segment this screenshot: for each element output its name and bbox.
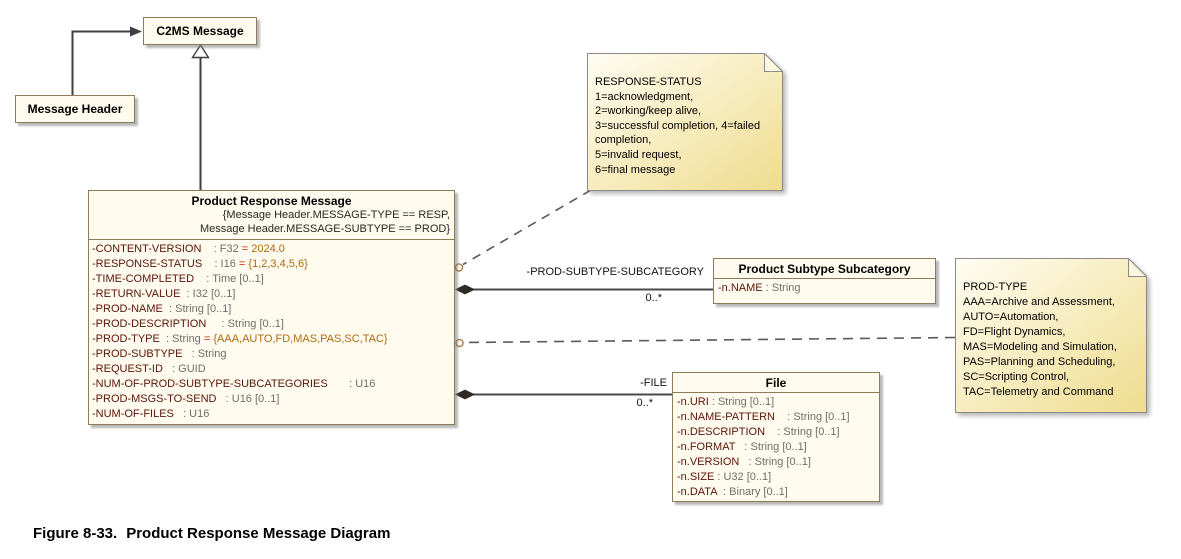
attribute-row: -NUM-OF-PROD-SUBTYPE-SUBCATEGORIES : U16 xyxy=(92,378,376,390)
attribute-row: -TIME-COMPLETED : Time [0..1] xyxy=(92,273,264,285)
figure-number: Figure 8-33. xyxy=(33,525,118,542)
note-line: TAC=Telemetry and Command xyxy=(963,386,1114,398)
attribute-row: -n.FORMAT : String [0..1] xyxy=(677,441,807,453)
edge-multiplicity-file: 0..* xyxy=(636,397,653,409)
note-line: AAA=Archive and Assessment, xyxy=(963,296,1115,308)
class-header xyxy=(89,191,454,240)
class-header xyxy=(714,259,935,279)
note-text xyxy=(587,53,766,177)
note-line: AUTO=Automation, xyxy=(963,311,1059,323)
attribute-row: -n.NAME-PATTERN : String [0..1] xyxy=(677,411,850,423)
note-line: 3=successful completion, 4=failed xyxy=(595,119,761,132)
class-constraint: Message Header.MESSAGE-SUBTYPE == PROD} xyxy=(199,223,450,235)
note-line: SC=Scripting Control, xyxy=(963,371,1070,383)
note-anchor-line-prod-type xyxy=(464,338,955,343)
association-arrowhead-icon xyxy=(130,27,142,37)
note-anchor-line-response-status xyxy=(463,190,591,265)
attribute-row: -REQUEST-ID : GUID xyxy=(92,363,206,375)
note-line: 1=acknowledgment, xyxy=(595,90,694,103)
class-title: Message Header xyxy=(27,102,123,116)
attribute-row: -PROD-SUBTYPE : String xyxy=(92,348,227,360)
attribute-row: -PROD-MSGS-TO-SEND : U16 [0..1] xyxy=(92,393,280,405)
attribute-row: -PROD-NAME : String [0..1] xyxy=(92,303,232,315)
attribute-row: -RESPONSE-STATUS : I16 = {1,2,3,4,5,6} xyxy=(92,258,308,270)
attribute-compartment xyxy=(673,393,879,502)
composition-diamond-icon xyxy=(456,285,474,294)
class-c2ms-message xyxy=(143,17,257,45)
attribute-compartment xyxy=(714,279,935,298)
note-line: 2=working/keep alive, xyxy=(595,105,702,118)
class-header xyxy=(673,373,879,393)
class-title: Product Response Message xyxy=(191,194,352,208)
note-line: 6=final message xyxy=(595,163,676,176)
attribute-row: -n.DESCRIPTION : String [0..1] xyxy=(677,426,840,438)
note-line: RESPONSE-STATUS xyxy=(595,76,702,88)
note-line: MAS=Modeling and Simulation, xyxy=(963,341,1117,353)
note-line: FD=Flight Dynamics, xyxy=(963,326,1066,338)
class-title: File xyxy=(765,376,787,390)
attribute-row: -NUM-OF-FILES : U16 xyxy=(92,408,210,420)
association-line xyxy=(73,32,132,97)
note-fold-icon xyxy=(1129,259,1147,277)
edge-multiplicity-subcategory: 0..* xyxy=(645,292,662,304)
class-message-header xyxy=(15,95,135,123)
figure-title: Product Response Message Diagram xyxy=(126,525,391,542)
note-response-status xyxy=(587,53,783,191)
note-fold-icon xyxy=(765,54,783,72)
attribute-row: -PROD-TYPE : String = {AAA,AUTO,FD,MAS,PAS,SC,TAC} xyxy=(92,333,388,345)
attribute-row: -n.DATA : Binary [0..1] xyxy=(677,486,788,498)
attribute-compartment xyxy=(89,240,454,424)
attribute-row: -n.URI : String [0..1] xyxy=(677,396,775,408)
note-line: completion, xyxy=(595,134,652,147)
note-line: 5=invalid request, xyxy=(595,148,682,161)
note-prod-type xyxy=(955,258,1147,413)
attribute-row: -CONTENT-VERSION : F32 = 2024.0 xyxy=(92,243,285,255)
class-title: C2MS Message xyxy=(156,24,244,38)
attribute-row: -RETURN-VALUE : I32 [0..1] xyxy=(92,288,236,300)
class-product-response-message xyxy=(88,190,455,425)
edge-label-subcategory: -PROD-SUBTYPE-SUBCATEGORY xyxy=(526,266,704,278)
generalization-triangle-icon xyxy=(193,45,209,58)
figure-caption xyxy=(33,525,399,542)
note-line: PROD-TYPE xyxy=(963,281,1028,293)
note-line: PAS=Planning and Scheduling, xyxy=(963,356,1116,368)
note-text xyxy=(955,258,1123,400)
attribute-row: -n.SIZE : U32 [0..1] xyxy=(677,471,772,483)
note-anchor-circle-icon xyxy=(456,339,463,346)
class-constraint: {Message Header.MESSAGE-TYPE == RESP, xyxy=(222,209,450,221)
note-anchor-circle-icon xyxy=(455,264,462,271)
class-file xyxy=(672,372,880,502)
attribute-row: -n.VERSION : String [0..1] xyxy=(677,456,811,468)
class-title: Product Subtype Subcategory xyxy=(738,262,911,276)
composition-diamond-icon xyxy=(456,390,474,399)
edge-label-file: -FILE xyxy=(640,377,667,389)
attribute-row: -n.NAME : String xyxy=(718,282,801,294)
attribute-row: -PROD-DESCRIPTION : String [0..1] xyxy=(92,318,284,330)
class-product-subtype-subcategory xyxy=(713,258,936,304)
